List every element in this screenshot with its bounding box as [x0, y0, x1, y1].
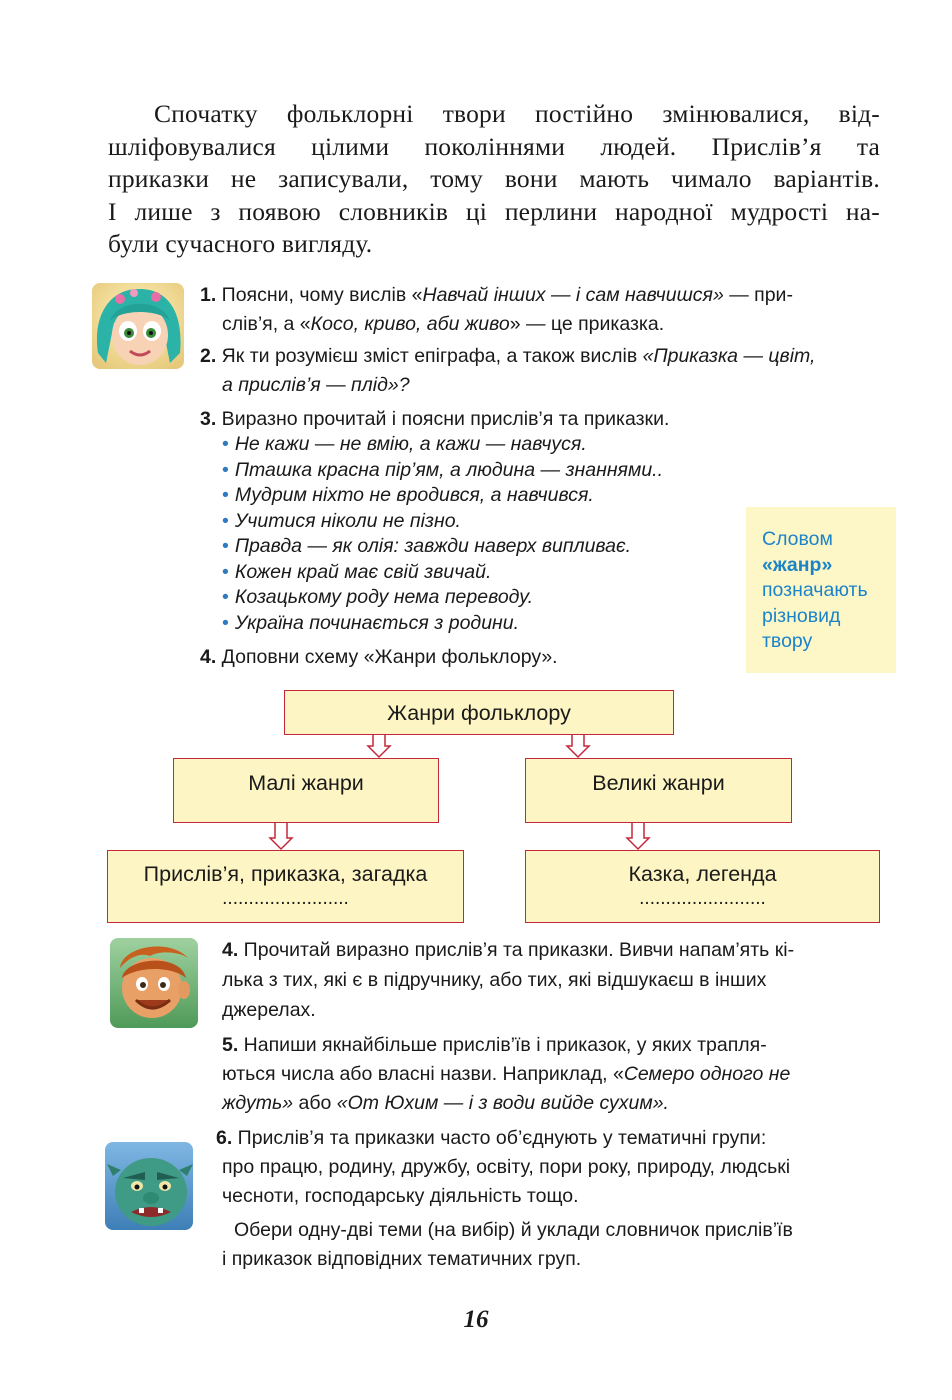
intro-line: І лише з появою словників ці перлини народної мудрості на-: [108, 196, 880, 226]
boy-character-image: [110, 938, 198, 1028]
task-number: 3.: [200, 408, 217, 430]
diagram-large-genres-box: Великі жанри: [525, 758, 792, 823]
intro-line: Спочатку фольклорні твори постійно змінювалися, від-: [154, 99, 880, 128]
task-number: 4.: [200, 646, 217, 668]
task-number: 2.: [200, 345, 217, 367]
task-number: 1.: [200, 284, 217, 306]
task-1: 1. Поясни, чому вислів «Навчай інших — і сам навчишся» — при- слів’я, а «Косо, криво, аби живо» — це приказка.: [200, 284, 793, 335]
list-item: • Козацькому роду нема переводу.: [222, 586, 534, 608]
intro-paragraph: [108, 98, 880, 261]
diagram-large-genres-leaf: Казка, легенда ........................: [525, 850, 880, 923]
list-item: • Правда — як олія: завжди наверх випливає.: [222, 535, 632, 557]
task-4-scheme: 4. Доповни схему «Жанри фольклору».: [200, 646, 558, 668]
definition-note: Словом «жанр» позначають різновид твору: [746, 507, 896, 673]
term: «жанр»: [762, 553, 833, 576]
page-number: 16: [463, 1306, 489, 1333]
list-item: • Не кажи — не вмію, а кажи — навчуся.: [222, 433, 587, 455]
task-number: 6.: [216, 1127, 233, 1149]
task-3: 3. Виразно прочитай і поясни прислів’я та приказки.: [200, 408, 670, 430]
list-item: • Кожен край має свій звичай.: [222, 560, 492, 583]
list-item: • Учитися ніколи не пізно.: [222, 509, 461, 532]
intro-line: приказки не записували, тому вони мають чимало варіантів.: [108, 164, 880, 194]
task-5: 5. Напиши якнайбільше прислів’їв і приказок, у яких трапля- ються числа або власні назви. Наприклад, «Семеро одного не ждуть» або «От Юхим — і з води вийде сухим».: [222, 1034, 791, 1114]
task-6: 6. Прислів’я та приказки часто об’єднують у тематичні групи: про працю, родину, дружбу, освіту, пори року, природу, людські чесноти, господарську діяльність тощо. Обери одну-дві теми (на вибір) й уклади словничок прислів’їв і приказок відповідних тематичних груп.: [216, 1127, 793, 1270]
task-2: 2. Як ти розумієш зміст епіграфа, а також вислів «Приказка — цвіт, а прислів’я — плід»?: [200, 345, 816, 396]
diagram-small-genres-leaf: Прислів’я, приказка, загадка ........................: [107, 850, 464, 923]
task-number: 5.: [222, 1034, 239, 1056]
troll-character-image: [105, 1142, 193, 1230]
proverbs-list: [222, 432, 663, 636]
list-item: • Україна починається з родини.: [222, 611, 520, 634]
task-number: 4.: [222, 939, 239, 961]
diagram-root-box: Жанри фольклору: [284, 690, 674, 735]
girl-character-image: [92, 283, 184, 369]
diagram-small-genres-box: Малі жанри: [173, 758, 439, 823]
list-item: • Пташка красна пір’ям, а людина — знаннями..: [222, 458, 664, 481]
intro-line: шліфовувалися цілими поколіннями людей. Прислів’я та: [108, 131, 880, 161]
task-4-read: 4. Прочитай виразно прислів’я та приказки. Вивчи напам’ять кі- лька з тих, які є в підручнику, або тих, які відшукаєш в інших джерелах.: [222, 939, 795, 1021]
intro-line: були сучасного вигляду.: [108, 229, 373, 259]
list-item: • Мудрим ніхто не вродився, а навчився.: [222, 484, 594, 506]
